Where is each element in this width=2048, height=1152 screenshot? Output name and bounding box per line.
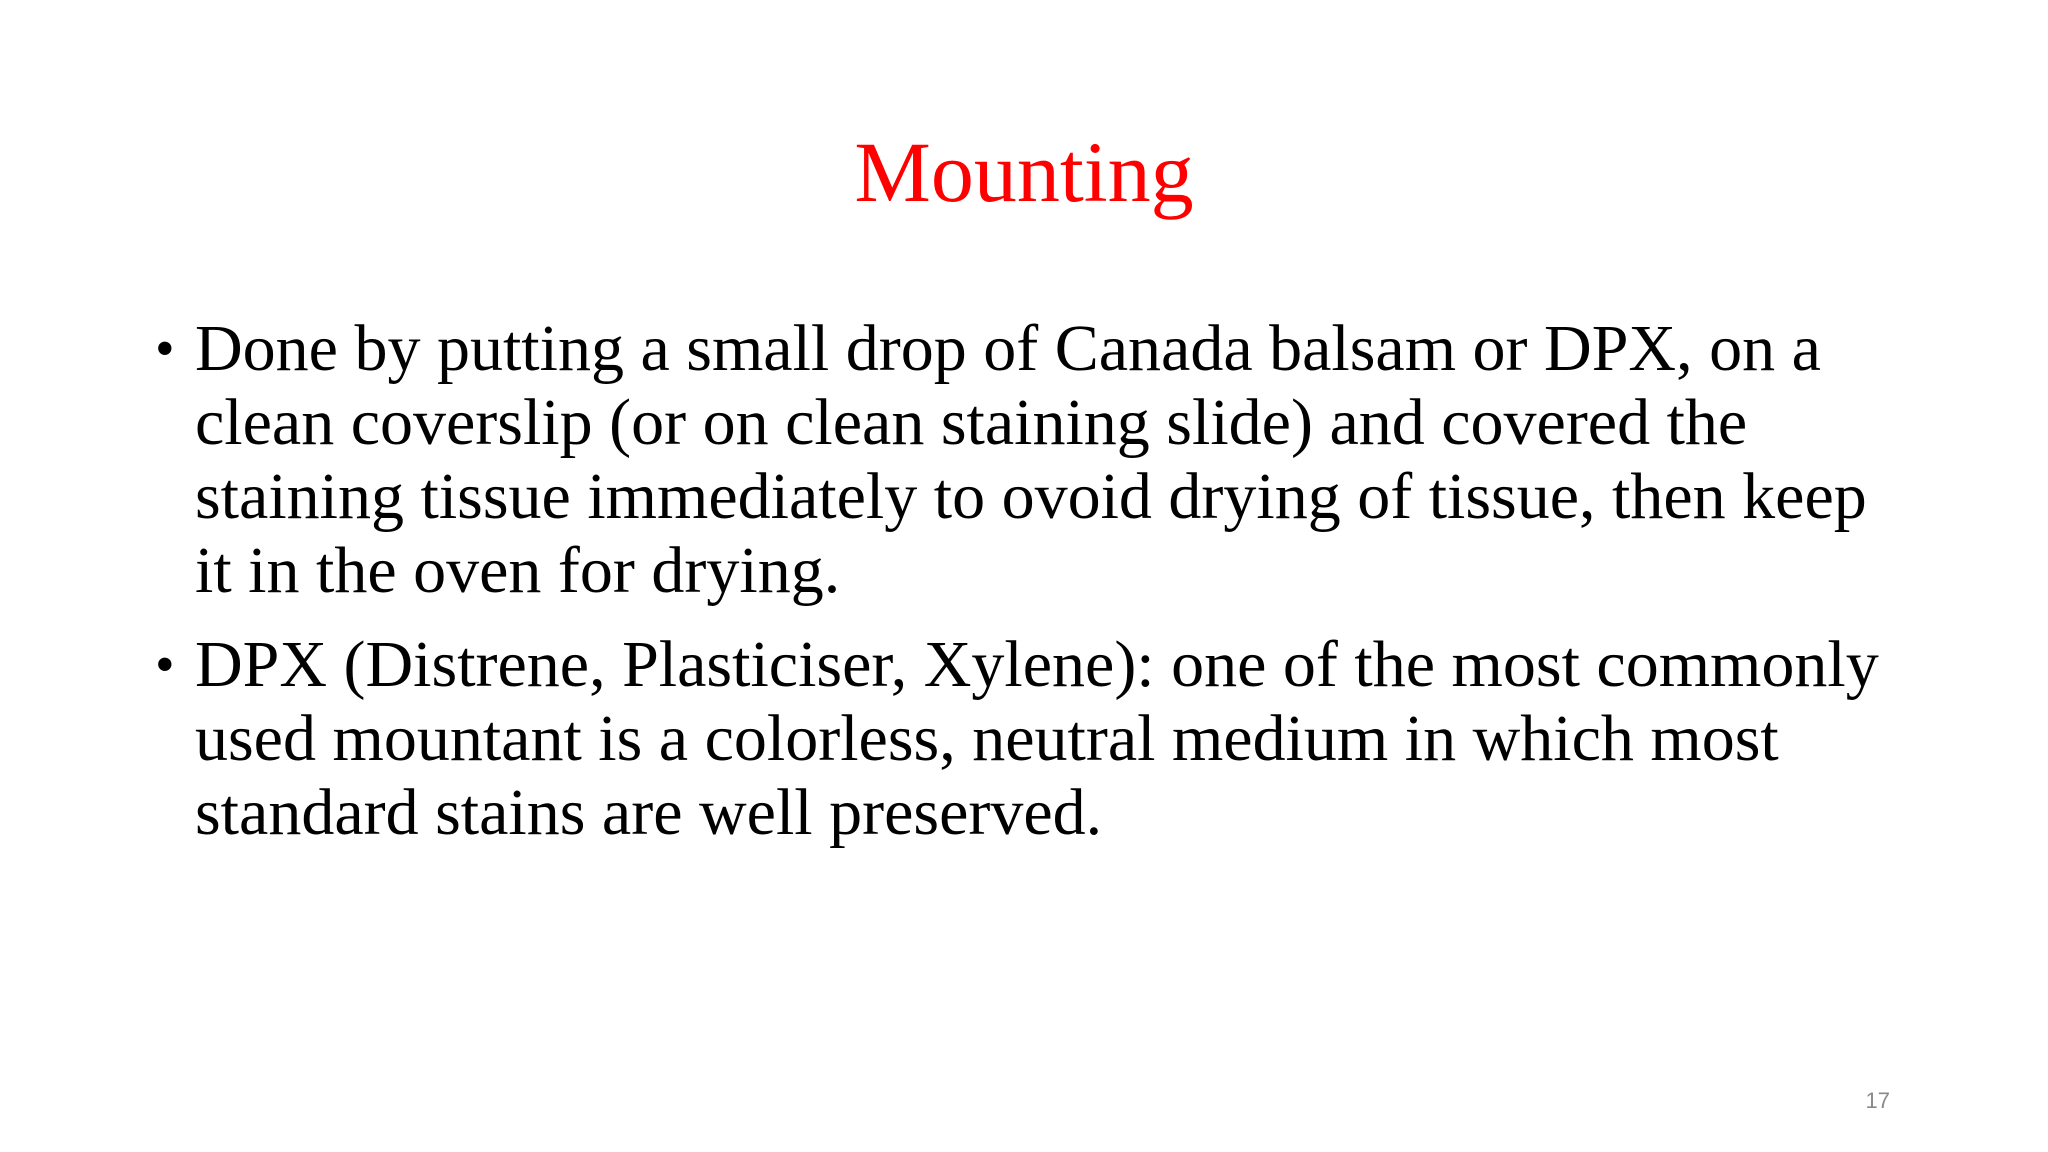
bullet-item <box>155 628 1915 850</box>
bullet-text: DPX (Distrene, Plasticiser, Xylene): one of the most commonly used mountant is a colorless, neutral medium in which most standard stains are well preserved. <box>195 628 1879 849</box>
slide-title: Mounting <box>854 124 1194 220</box>
bullet-list <box>155 312 1915 870</box>
bullet-text: Done by putting a small drop of Canada balsam or DPX, on a clean coverslip (or on clean staining slide) and covered the staining tissue immediately to ovoid drying of tissue, then keep it in the oven for drying. <box>195 312 1867 607</box>
page-number: 17 <box>1865 1088 1890 1113</box>
bullet-icon: • <box>155 318 175 380</box>
bullet-item <box>155 312 1915 608</box>
bullet-icon: • <box>155 634 175 696</box>
